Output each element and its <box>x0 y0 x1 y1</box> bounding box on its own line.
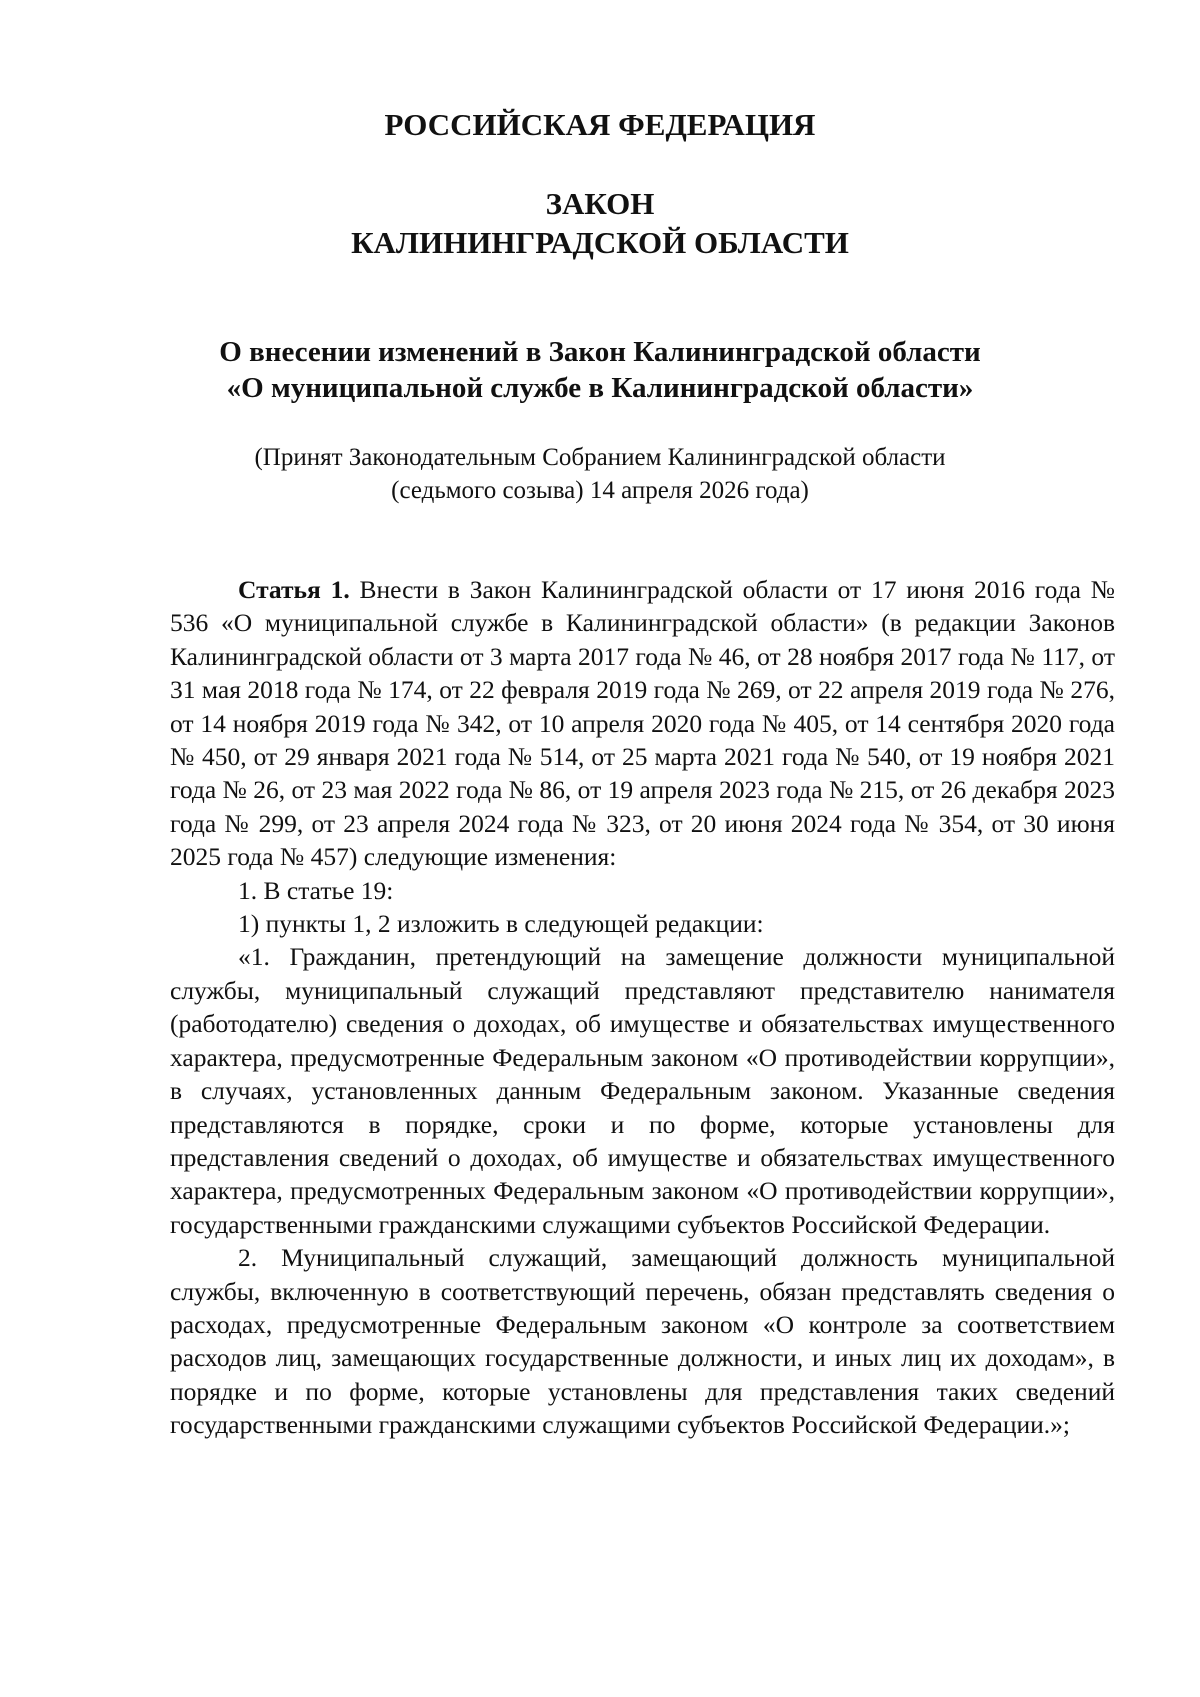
adoption-note-line-2: (седьмого созыва) 14 апреля 2026 года) <box>391 477 809 504</box>
article-1-label: Статья 1. <box>238 575 350 604</box>
quoted-paragraph-2: 2. Муниципальный служащий, замещающий должность муниципальной службы, включенную в соответствующий перечень, обязан представлять сведения о расходах, предусмотренные Федеральным законом «О контроле за соответствием расходов лиц, замещающих государственные должности, и иных лиц их доходам», в порядке и по форме, которые установлены для представления таких сведений государственными гражданскими служащими субъектов Российской Федерации.»; <box>170 1243 1115 1440</box>
subitem-1: 1) пункты 1, 2 изложить в следующей редакции: <box>238 909 764 939</box>
country-heading: РОССИЙСКАЯ ФЕДЕРАЦИЯ <box>384 107 816 142</box>
adoption-note <box>0 441 1200 507</box>
adoption-note-line-1: (Принят Законодательным Собранием Калининградской области <box>254 444 946 471</box>
law-type-line-1: ЗАКОН <box>545 186 655 221</box>
law-title <box>0 334 1200 406</box>
article-1-intro <box>170 573 1115 874</box>
law-title-line-2: «О муниципальной службе в Калининградской области» <box>226 372 974 404</box>
law-title-line-1: О внесении изменений в Закон Калининградской области <box>219 336 981 368</box>
law-type-heading <box>0 184 1200 262</box>
item-1: 1. В статье 19: <box>238 875 394 905</box>
law-type-line-2: КАЛИНИНГРАДСКОЙ ОБЛАСТИ <box>351 225 849 260</box>
law-body <box>170 573 1115 1442</box>
article-1-intro-text: Внести в Закон Калининградской области от 17 июня 2016 года № 536 «О муниципальной службе в Калининградской области» (в редакции Законов Калининградской области от 3 марта 2017 года № 46, от 28 ноября 2017 года № 117, от 31 мая 2018 года № 174, от 22 февраля 2019 года № 269, от 22 апреля 2019 года № 276, от 14 ноября 2019 года № 342, от 10 апреля 2020 года № 405, от 14 сентября 2020 года № 450, от 29 января 2021 года № 514, от 25 марта 2021 года № 540, от 19 ноября 2021 года № 26, от 23 мая 2022 года № 86, от 19 апреля 2023 года № 215, от 26 декабря 2023 года № 299, от 23 апреля 2024 года № 323, от 20 июня 2024 года № 354, от 30 июня 2025 года № 457) следующие изменения: <box>170 575 1115 872</box>
quoted-paragraph-1: «1. Гражданин, претендующий на замещение должности муниципальной службы, муниципальный служащий представляют представителю нанимателя (работодателю) сведения о доходах, об имуществе и обязательствах имущественного характера, предусмотренные Федеральным законом «О противодействии коррупции», в случаях, установленных данным Федеральным законом. Указанные сведения представляются в порядке, сроки и по форме, которые установлены для представления сведений о доходах, об имуществе и обязательствах имущественного характера, предусмотренных Федеральным законом «О противодействии коррупции», государственными гражданскими служащими субъектов Российской Федерации. <box>170 942 1115 1239</box>
